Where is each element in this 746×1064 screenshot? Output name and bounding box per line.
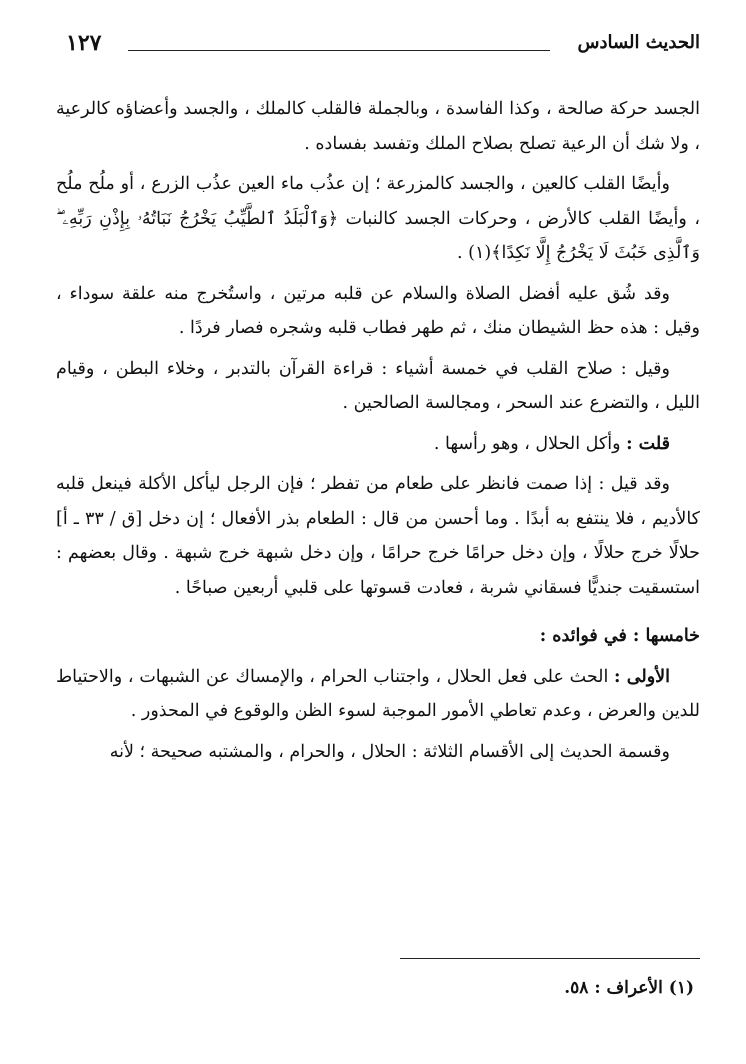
paragraph-5-label: قلت : bbox=[626, 433, 670, 454]
paragraph-2: وأيضًا القلب كالعين ، والجسد كالمزرعة ؛ إن عذُب ماء العين عذُب الزرع ، أو ملُح ملُح ، وأيضًا القلب كالأرض ، وحركات الجسد كالنبات ﴿وَٱلْبَلَدُ ٱلطَّيِّبُ يَخْرُجُ نَبَاتُهُۥ بِإِذْنِ رَبِّهِۦ ۖ وَٱلَّذِى خَبُثَ لَا يَخْرُجُ إِلَّا نَكِدًا﴾(١) . bbox=[56, 174, 700, 263]
main-text bbox=[56, 92, 700, 775]
footnote: (١) الأعراف : ٥٨. bbox=[564, 978, 694, 998]
paragraph-7-label: الأولى : bbox=[614, 666, 670, 687]
header-rule bbox=[128, 50, 550, 51]
paragraph-8: وقسمة الحديث إلى الأقسام الثلاثة : الحلال ، والحرام ، والمشتبه صحيحة ؛ لأنه bbox=[109, 741, 670, 762]
paragraph-3: وقد شُق عليه أفضل الصلاة والسلام عن قلبه مرتين ، واستُخرج منه علقة سوداء ، وقيل : هذه حظ الشيطان منك ، ثم طهر فطاب قلبه وشجره فصار فردًا . bbox=[56, 283, 700, 338]
paragraph-4: وقيل : صلاح القلب في خمسة أشياء : قراءة القرآن بالتدبر ، وخلاء البطن ، وقيام الليل ، والتضرع عند السحر ، ومجالسة الصالحين . bbox=[56, 358, 700, 413]
paragraph-5 bbox=[56, 427, 700, 462]
paragraph-1: الجسد حركة صالحة ، وكذا الفاسدة ، وبالجملة فالقلب كالملك ، والجسد وأعضاؤه كالرعية ، ولا شك أن الرعية تصلح بصلاح الملك وتفسد بفساده . bbox=[56, 99, 700, 154]
paragraph-6: وقد قيل : إذا صمت فانظر على طعام من تفطر ؛ فإن الرجل ليأكل الأكلة فينعل قلبه كالأديم ، فلا ينتفع به أبدًا . وما أحسن من قال : الطعام بذر الأفعال ؛ إن دخل [ق / ٣٣ ـ أ] حلالًا خرج حلالًا ، وإن دخل حرامًا خرج حرامًا ، وإن دخل شبهة خرج شبهة . وقال بعضهم : استسقيت جنديًّا فسقاني شربة ، فعادت قسوتها على قلبي أربعين صباحًا . bbox=[56, 474, 700, 598]
page-header bbox=[66, 30, 700, 70]
chapter-title: الحديث السادس bbox=[577, 32, 700, 53]
footnote-rule bbox=[400, 958, 700, 959]
paragraph-7-text: الحث على فعل الحلال ، واجتناب الحرام ، والإمساك عن الشبهات ، والاحتياط للدين والعرض ، وعدم تعاطي الأمور الموجبة لسوء الظن والوقوع في المحذور . bbox=[56, 666, 700, 721]
paragraph-5-text: وأكل الحلال ، وهو رأسها . bbox=[433, 433, 627, 454]
page-number: ١٢٧ bbox=[66, 30, 102, 56]
section-heading: خامسها : في فوائده : bbox=[539, 626, 700, 646]
paragraph-7 bbox=[56, 660, 700, 729]
